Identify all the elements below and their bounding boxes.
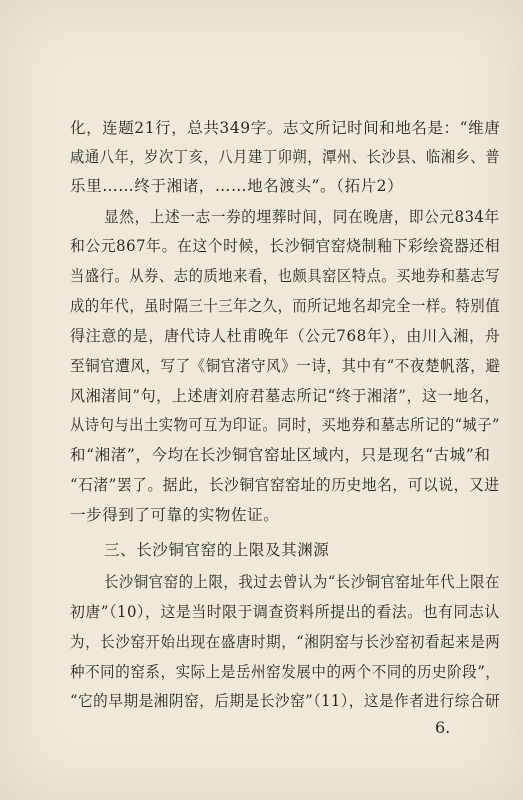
text-line: 和“湘渚”，今均在长沙铜官窑址区域内，只是现名“古城”和: [70, 446, 491, 464]
text-line: 风湘渚间”句，上述唐刘府君墓志所记“终于湘渚”，这一地名，: [70, 387, 500, 405]
text-line: 成的年代，虽时隔三十三年之久，而所记地名却完全一样。特别值: [70, 297, 501, 315]
text-line: 和公元867年。在这个时候，长沙铜官窑烧制釉下彩绘瓷器还相: [70, 237, 501, 255]
text-line: 咸通八年，岁次丁亥，八月建丁卯朔，潭州、长沙县、临湘乡、普: [70, 148, 501, 166]
text-line: 得注意的是，唐代诗人杜甫晚年（公元768年），由川入湘，舟: [70, 327, 501, 345]
text-line: “石渚”罢了。据此，长沙铜官窑窑址的历史地名，可以说，又进: [70, 476, 500, 494]
section-heading: 三、长沙铜官窑的上限及其渊源: [104, 541, 330, 559]
text-line: 一步得到了可靠的实物佐证。: [70, 506, 280, 524]
text-line: 从诗句与出土实物可互为印证。同时，买地券和墓志所记的“城子”: [70, 416, 500, 434]
text-line: 初唐”（10），这是当时限于调查资料所提出的看法。也有同志认: [70, 603, 500, 621]
text-line: 乐里……终于湘诸，……地名渡头”。（拓片2）: [70, 177, 404, 195]
text-line: 为，长沙窑开始出现在盛唐时期，“湘阴窑与长沙窑初看起来是两: [70, 633, 501, 651]
text-line: 种不同的窑系，实际上是岳州窑发展中的两个不同的历史阶段”，: [70, 663, 501, 681]
text-line: 化，连题21行，总共349字。志文所记时间和地名是：“维唐: [70, 119, 501, 137]
text-line: 至铜官遭风，写了《铜官渚守风》一诗，其中有“不夜楚帆落，避: [70, 357, 501, 375]
text-line: 显然，上述一志一券的埋葬时间，同在晚唐，即公元834年: [104, 208, 500, 226]
text-line: 长沙铜官窑的上限，我过去曾认为“长沙铜官窑址年代上限在: [104, 573, 500, 591]
text-line: 当盛行。从券、志的质地来看，也颇具窑区特点。买地券和墓志写: [70, 267, 501, 285]
page-number: 6.: [435, 718, 451, 737]
text-line: “它的早期是湘阴窑，后期是长沙窑”（11），这是作者进行综合研: [70, 692, 501, 710]
